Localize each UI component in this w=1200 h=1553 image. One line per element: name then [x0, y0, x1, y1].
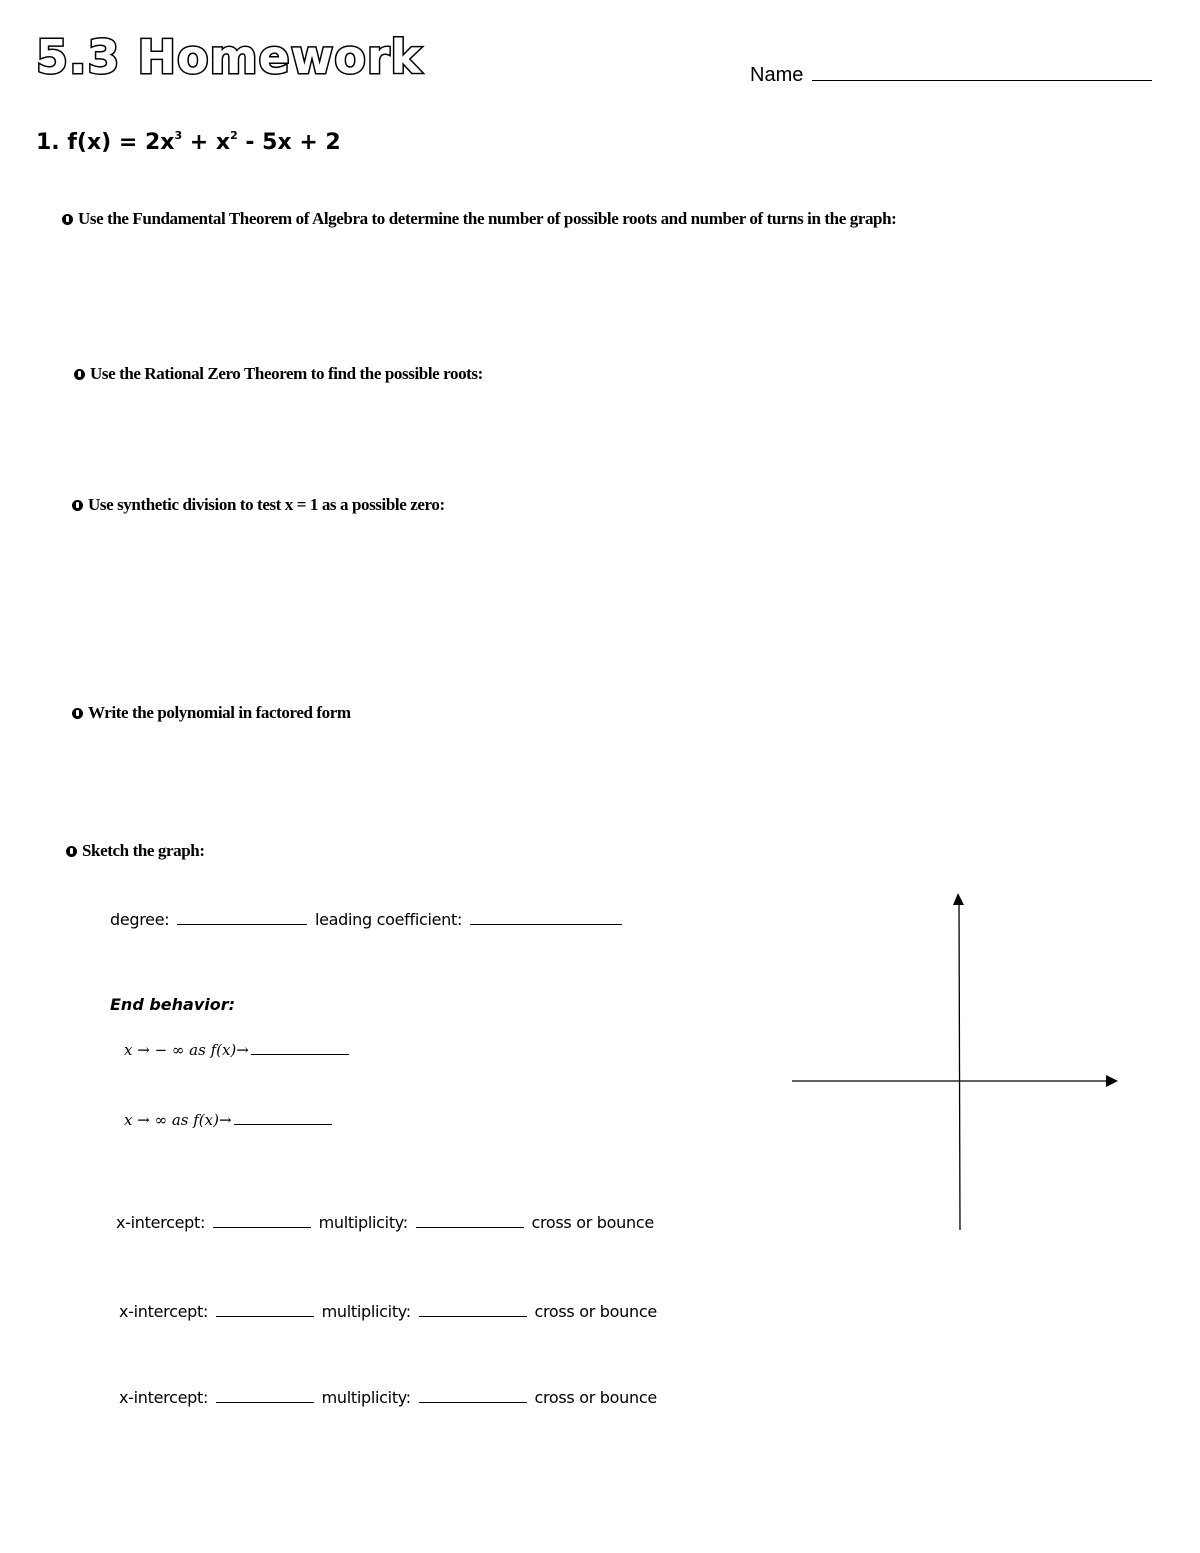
end-behavior-positive-blank[interactable] — [234, 1123, 332, 1125]
worksheet-title: 5.3 Homework — [36, 30, 423, 84]
name-field[interactable] — [750, 64, 1155, 87]
y-axis-arrow-icon — [953, 893, 964, 905]
x-axis-arrow-icon — [1106, 1075, 1118, 1087]
step-sketch-graph: Sketch the graph: — [66, 841, 205, 861]
y-axis — [959, 901, 960, 1230]
degree-blank[interactable] — [177, 923, 307, 925]
bullet-icon — [72, 708, 83, 719]
multiplicity-blank[interactable] — [416, 1226, 524, 1228]
degree-row — [110, 910, 625, 929]
bullet-icon — [66, 846, 77, 857]
bullet-icon — [72, 500, 83, 511]
intercept-row-3: x-intercept: multiplicity: cross or bounce — [119, 1388, 657, 1407]
step-rational-zero: Use the Rational Zero Theorem to find the possible roots: — [74, 364, 483, 384]
multiplicity-blank[interactable] — [419, 1401, 527, 1403]
bullet-icon — [62, 214, 73, 225]
step-factored-form: Write the polynomial in factored form — [72, 703, 351, 723]
problem-plus-x: + x — [182, 130, 231, 155]
name-blank[interactable] — [812, 79, 1152, 81]
multiplicity-blank[interactable] — [419, 1315, 527, 1317]
end-behavior-negative: x → − ∞ as f(x)→ — [124, 1041, 352, 1059]
exponent-2: 2 — [230, 128, 238, 142]
exponent-3: 3 — [174, 128, 183, 142]
leading-coefficient-label: leading coefficient: — [314, 910, 463, 929]
bullet-icon — [74, 369, 85, 380]
problem-rest: - 5x + 2 — [237, 130, 341, 155]
end-behavior-heading: End behavior: — [110, 995, 236, 1014]
problem-statement — [36, 130, 341, 155]
problem-fx: f(x) = 2x — [67, 130, 175, 155]
step-fundamental-theorem: Use the Fundamental Theorem of Algebra to determine the number of possible roots and number of turns in the graph: — [62, 209, 896, 229]
problem-number: 1. — [36, 130, 60, 155]
intercept-blank[interactable] — [216, 1315, 314, 1317]
intercept-row-2: x-intercept: multiplicity: cross or bounce — [119, 1302, 657, 1321]
leading-coefficient-blank[interactable] — [470, 923, 622, 925]
end-behavior-negative-blank[interactable] — [251, 1053, 349, 1055]
intercept-row-1: x-intercept: multiplicity: cross or bounce — [116, 1213, 654, 1232]
end-behavior-positive: x → ∞ as f(x)→ — [124, 1111, 335, 1129]
step-synthetic-division: Use synthetic division to test x = 1 as a possible zero: — [72, 495, 445, 515]
intercept-blank[interactable] — [216, 1401, 314, 1403]
coordinate-axes[interactable] — [780, 885, 1130, 1240]
degree-label: degree: — [110, 910, 170, 929]
intercept-blank[interactable] — [213, 1226, 311, 1228]
name-label: Name — [750, 64, 804, 86]
